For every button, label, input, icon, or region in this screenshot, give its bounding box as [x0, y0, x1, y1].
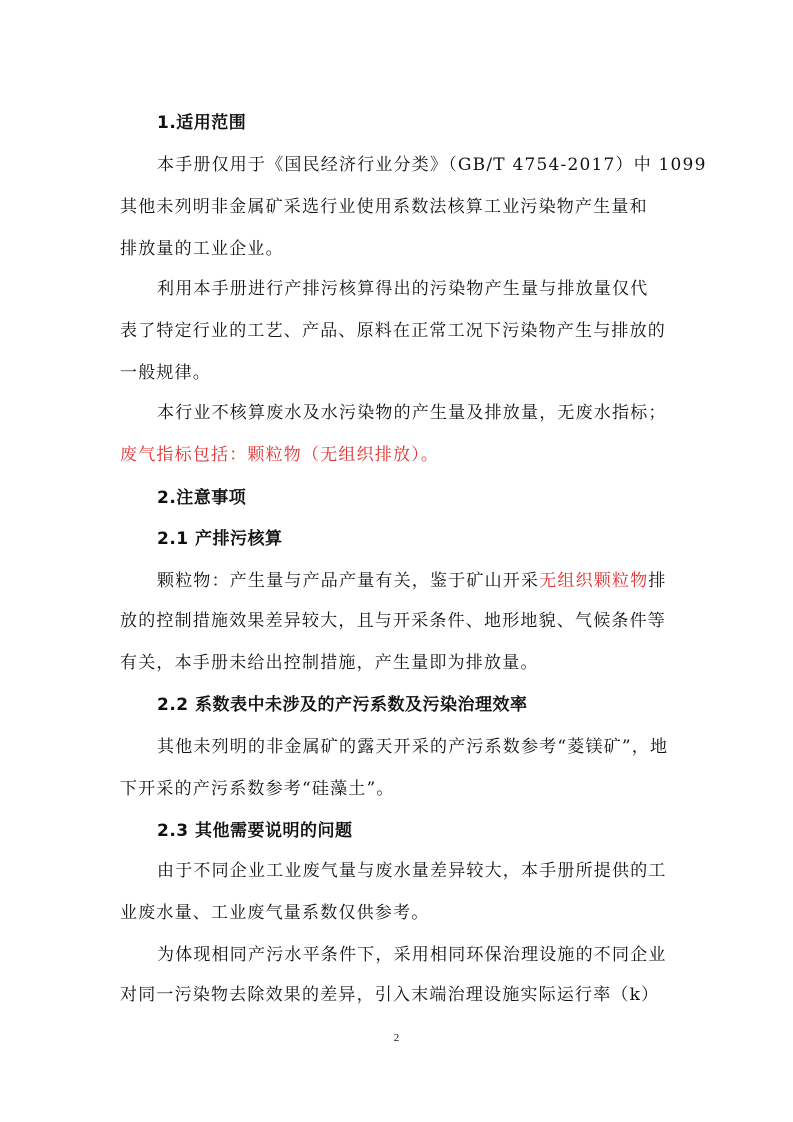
highlighted-text: 废气指标包括：颗粒物（无组织排放）。 [120, 445, 440, 465]
paragraph-line: 表了特定行业的工艺、产品、原料在正常工况下污染物产生与排放的 [120, 321, 666, 341]
section-heading: 1.适用范围 [157, 113, 247, 133]
paragraph-line: 对同一污染物去除效果的差异，引入末端治理设施实际运行率（k） [120, 985, 660, 1005]
paragraph-line: 其他未列明的非金属矿的露天开采的产污系数参考“菱镁矿”，地 [157, 737, 669, 757]
subsection-heading: 2.3 其他需要说明的问题 [157, 821, 353, 841]
paragraph-text: 排 [648, 571, 667, 591]
paragraph-line: 业废水量、工业废气量系数仅供参考。 [120, 903, 430, 923]
paragraph-line: 一般规律。 [120, 363, 211, 383]
paragraph-line: 本行业不核算废水及水污染物的产生量及排放量，无废水指标； [157, 403, 667, 423]
paragraph-line: 本手册仅用于《国民经济行业分类》（GB/T 4754-2017）中 1099 [157, 155, 707, 175]
highlighted-text: 无组织颗粒物 [539, 571, 649, 591]
section-heading: 2.注意事项 [157, 488, 247, 508]
paragraph-text: 颗粒物：产生量与产品产量有关，鉴于矿山开采 [157, 571, 540, 591]
paragraph-line: 由于不同企业工业废气量与废水量差异较大，本手册所提供的工 [157, 861, 667, 881]
paragraph-line: 为体现相同产污水平条件下，采用相同环保治理设施的不同企业 [157, 945, 667, 965]
page-number: 2 [393, 1032, 400, 1044]
paragraph-line: 放的控制措施效果差异较大，且与开采条件、地形地貌、气候条件等 [120, 611, 666, 631]
paragraph-line: 下开采的产污系数参考“硅藻土”。 [120, 779, 395, 799]
paragraph-line: 利用本手册进行产排污核算得出的污染物产生量与排放量仅代 [157, 279, 649, 299]
paragraph-line [157, 566, 667, 591]
subsection-heading: 2.2 系数表中未涉及的产污系数及污染治理效率 [157, 695, 528, 715]
subsection-heading: 2.1 产排污核算 [157, 529, 283, 549]
paragraph-line: 有关，本手册未给出控制措施，产生量即为排放量。 [120, 653, 539, 673]
paragraph-line: 排放量的工业企业。 [120, 239, 284, 259]
paragraph-line: 其他未列明非金属矿采选行业使用系数法核算工业污染物产生量和 [120, 197, 648, 217]
